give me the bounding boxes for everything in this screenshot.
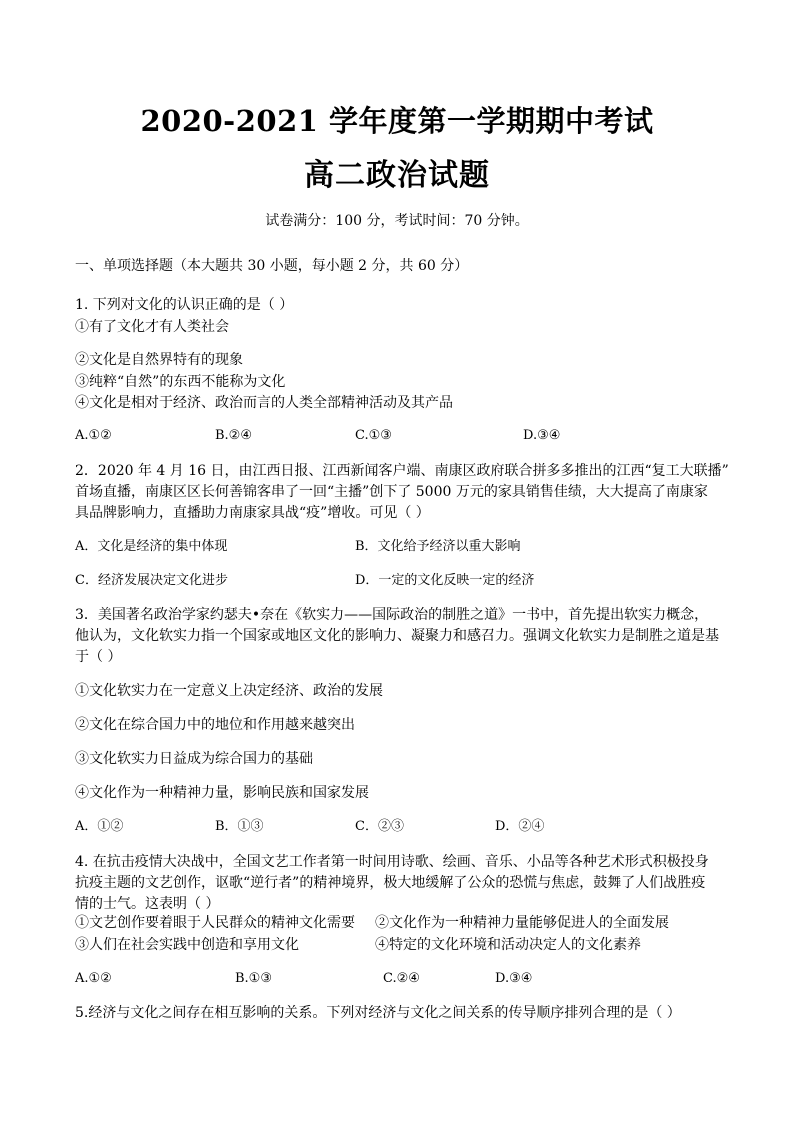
- question-3-statement: ③文化软实力日益成为综合国力的基础: [75, 751, 313, 767]
- question-2-option-a: A．文化是经济的集中体现: [75, 539, 228, 554]
- question-3-option-c: C．②③: [355, 819, 404, 834]
- question-4-stem: 4. 在抗击疫情大决战中，全国文艺工作者第一时间用诗歌、绘画、音乐、小品等各种艺术形式积极投身: [75, 854, 709, 870]
- question-3-stem: 3．美国著名政治学家约瑟夫•奈在《软实力——国际政治的制胜之道》一书中，首先提出软实力概念，: [75, 607, 709, 623]
- question-3-statement: ④文化作为一种精神力量，影响民族和国家发展: [75, 785, 369, 801]
- question-1-option-c: C.①③: [355, 428, 392, 443]
- question-1-option-d: D.③④: [523, 428, 561, 443]
- exam-title: 2020-2021 学年度第一学期期中考试: [140, 104, 654, 138]
- question-1-statement: ④文化是相对于经济、政治而言的人类全部精神活动及其产品: [75, 395, 453, 411]
- question-4-statement-4: ④特定的文化环境和活动决定人的文化素养: [375, 937, 641, 953]
- question-4-stem: 情的士气。这表明（ ）: [75, 896, 220, 912]
- exam-subject-title: 高二政治试题: [304, 158, 490, 193]
- question-4-option-a: A.①②: [75, 971, 112, 986]
- question-3-option-d: D．②④: [495, 819, 545, 834]
- question-1-statement: ①有了文化才有人类社会: [75, 319, 229, 335]
- question-2-option-c: C．经济发展决定文化进步: [75, 573, 228, 588]
- question-2-stem: 具品牌影响力，直播助力南康家具战“疫”增收。可见（ ）: [75, 505, 430, 521]
- question-5-stem: 5.经济与文化之间存在相互影响的关系。下列对经济与文化之间关系的传导顺序排列合理的是（ ）: [75, 1005, 681, 1021]
- question-3-statement: ②文化在综合国力中的地位和作用越来越突出: [75, 717, 355, 733]
- question-3-statement: ①文化软实力在一定意义上决定经济、政治的发展: [75, 683, 383, 699]
- question-1-statement: ②文化是自然界特有的现象: [75, 352, 243, 368]
- question-1-stem: 1. 下列对文化的认识正确的是（ ）: [75, 297, 294, 313]
- question-4-stem: 抗疫主题的文艺创作，讴歌“逆行者”的精神境界，极大地缓解了公众的恐慌与焦虑，鼓舞了人们战胜疫: [75, 875, 706, 891]
- question-2-option-b: B．文化给予经济以重大影响: [355, 539, 521, 554]
- question-4-statement-3: ③人们在社会实践中创造和享用文化: [75, 937, 299, 953]
- question-4-statement-2: ②文化作为一种精神力量能够促进人的全面发展: [375, 915, 669, 931]
- question-1-option-b: B.②④: [215, 428, 252, 443]
- question-4-option-b: B.①③: [235, 971, 272, 986]
- question-3-option-a: A．①②: [75, 819, 124, 834]
- question-2-stem: 首场直播，南康区区长何善锦客串了一回“主播”创下了 5000 万元的家具销售佳绩，大大提高了南康家: [75, 484, 708, 500]
- question-2-option-d: D．一定的文化反映一定的经济: [355, 573, 535, 588]
- question-4-option-c: C.②④: [383, 971, 420, 986]
- section-heading: 一、单项选择题（本大题共 30 小题，每小题 2 分，共 60 分）: [75, 258, 469, 274]
- question-3-stem: 于（ ）: [75, 649, 122, 665]
- question-3-stem: 他认为，文化软实力指一个国家或地区文化的影响力、凝聚力和感召力。强调文化软实力是制胜之道是基: [75, 628, 719, 644]
- question-2-stem: 2．2020 年 4 月 16 日，由江西日报、江西新闻客户端、南康区政府联合拼多多推出的江西“复工大联播”: [75, 463, 729, 479]
- exam-info: 试卷满分：100 分，考试时间：70 分钟。: [265, 213, 529, 229]
- question-4-option-d: D.③④: [495, 971, 533, 986]
- question-1-statement: ③纯粹“自然”的东西不能称为文化: [75, 374, 286, 390]
- question-3-option-b: B．①③: [215, 819, 264, 834]
- question-1-option-a: A.①②: [75, 428, 112, 443]
- question-4-statement-1: ①文艺创作要着眼于人民群众的精神文化需要: [75, 915, 355, 931]
